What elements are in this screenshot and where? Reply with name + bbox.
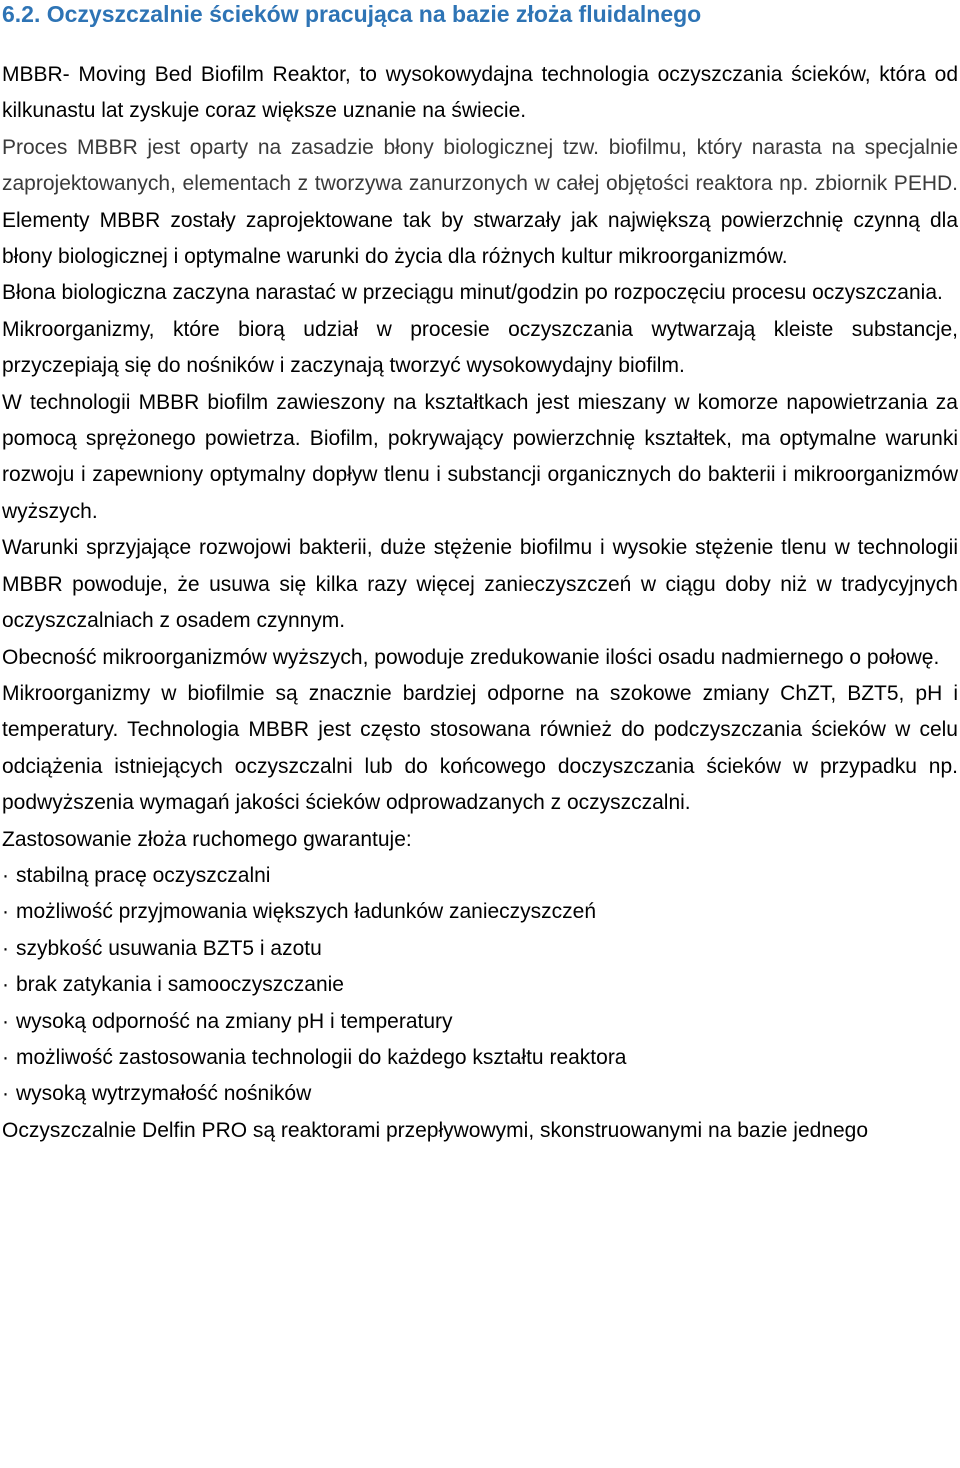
bullet-dot-icon: · <box>2 863 9 887</box>
list-item <box>2 894 958 930</box>
heading-spacer <box>2 28 958 57</box>
list-item-text: brak zatykania i samooczyszczanie <box>16 973 344 997</box>
list-item-text: wysoką wytrzymałość nośników <box>16 1082 312 1106</box>
bullet-dot-icon: · <box>2 936 9 960</box>
bullet-dot-icon: · <box>2 900 9 924</box>
list-item-text: szybkość usuwania BZT5 i azotu <box>16 936 322 960</box>
paragraph-biofilm-process-lead: Proces MBBR jest oparty na zasadzie błony biologicznej tzw. biofilmu, który narasta na specjalnie zaprojektowanych, elementach z tworzywa zanurzonych w całej objętości reaktora np. zbiornik PEHD. <box>2 135 958 196</box>
paragraph-mbbr-intro: MBBR- Moving Bed Biofilm Reaktor, to wysokowydajna technologia oczyszczania ścieków, która od kilkunastu lat zyskuje coraz większe uznanie na świecie. <box>2 63 958 123</box>
list-item-text: wysoką odporność na zmiany pH i temperatury <box>16 1009 453 1033</box>
bullet-dot-icon: · <box>2 1045 9 1069</box>
bullet-dot-icon: · <box>2 1009 9 1033</box>
guarantees-list <box>2 858 958 1113</box>
paragraph-closing: Oczyszczalnie Delfin PRO są reaktorami przepływowymi, skonstruowanymi na bazie jednego <box>2 1118 869 1142</box>
list-item-text: stabilną pracę oczyszczalni <box>16 863 271 887</box>
section-heading: 6.2. Oczyszczalnie ścieków pracująca na bazie złoża fluidalnego <box>2 1 702 27</box>
list-item-text: możliwość przyjmowania większych ładunków zanieczyszczeń <box>16 900 597 924</box>
paragraph-biofilm-growth: Błona biologiczna zaczyna narastać w przeciągu minut/godzin po rozpoczęciu procesu oczyszczania. <box>2 281 943 305</box>
list-item <box>2 1076 958 1112</box>
list-item <box>2 931 958 967</box>
paragraph-sludge: Obecność mikroorganizmów wyższych, powoduje zredukowanie ilości osadu nadmiernego o połowę. <box>2 645 940 669</box>
bullet-dot-icon: · <box>2 1082 9 1106</box>
paragraph-microorganisms: Mikroorganizmy, które biorą udział w procesie oczyszczania wytwarzają kleiste substancje, przyczepiają się do nośników i zaczynają tworzyć wysokowydajny biofilm. <box>2 317 958 378</box>
paragraph-guarantees-intro: Zastosowanie złoża ruchomego gwarantuje: <box>2 827 412 851</box>
list-item <box>2 858 958 894</box>
list-item-text: możliwość zastosowania technologii do każdego kształtu reaktora <box>16 1045 627 1069</box>
paragraph-conditions: Warunki sprzyjające rozwojowi bakterii, duże stężenie biofilmu i wysokie stężenie tlenu w technologii MBBR powoduje, że usuwa się kilka razy więcej zanieczyszczeń w ciągu doby niż w tradycyjnych oczyszczalniach z osadem czynnym. <box>2 536 958 633</box>
paragraph-biofilm-process-rest: Elementy MBBR zostały zaprojektowane tak by stwarzały jak największą powierzchnię czynną dla błony biologicznej i optymalne warunki do życia dla różnych kultur mikroorganizmów. <box>2 208 958 269</box>
paragraph-resistance: Mikroorganizmy w biofilmie są znacznie bardziej odporne na szokowe zmiany ChZT, BZT5, pH i temperatury. Technologia MBBR jest często stosowana również do podczyszczania ścieków w celu odciążenia istniejących oczyszczalni lub do końcowego doczyszczania ścieków w przypadku np. podwyższenia wymagań jakości ścieków odprowadzanych z oczyszczalni. <box>2 681 958 815</box>
list-item <box>2 1004 958 1040</box>
paragraph-biofilm-process <box>2 130 958 276</box>
list-item <box>2 967 958 1003</box>
bullet-dot-icon: · <box>2 973 9 997</box>
paragraph-aeration: W technologii MBBR biofilm zawieszony na kształtkach jest mieszany w komorze napowietrzania za pomocą sprężonego powietrza. Biofilm, pokrywający powierzchnię kształtek, ma optymalne warunki rozwoju i zapewniony optymalny dopływ tlenu i substancji organicznych do bakterii i mikroorganizmów wyższych. <box>2 390 958 523</box>
list-item <box>2 1040 958 1076</box>
